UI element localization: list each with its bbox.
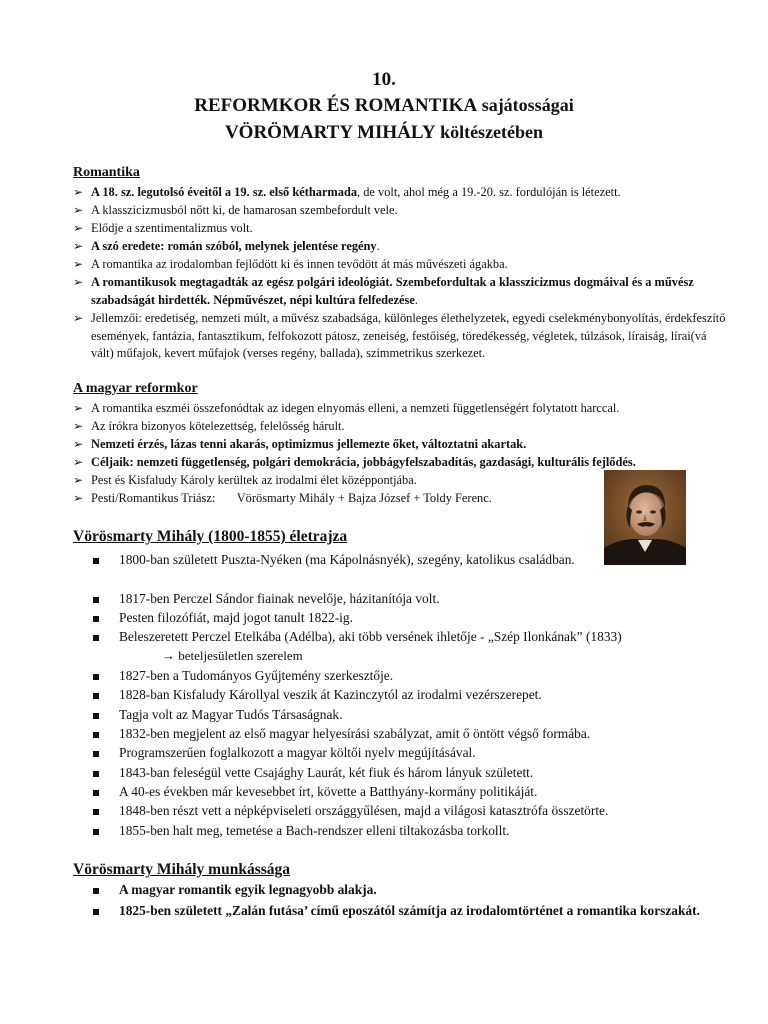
list-item bbox=[73, 184, 621, 202]
square-bullet-icon bbox=[93, 821, 105, 840]
square-bullet-icon bbox=[93, 724, 105, 743]
section-heading-eletrajz: Vörösmarty Mihály (1800-1855) életrajza bbox=[73, 528, 348, 545]
sub-note: → beteljesületlen szerelem bbox=[162, 648, 303, 663]
list-item bbox=[93, 782, 537, 801]
square-bullet-icon bbox=[93, 782, 105, 801]
list-item bbox=[73, 436, 526, 454]
square-bullet-icon bbox=[93, 666, 105, 685]
title-line-3 bbox=[0, 120, 768, 145]
square-bullet-icon bbox=[93, 763, 105, 782]
square-bullet-icon bbox=[93, 685, 105, 704]
list-item-text: 1825-ben született „Zalán futása’ című eposzától számítja az irodalomtörténet a romantika korszakát. bbox=[119, 903, 700, 918]
list-item bbox=[73, 274, 731, 309]
list-item-text: Jellemzői: eredetiség, nemzeti múlt, a művész szabadsága, különleges élethelyzetek, egyedi cselekménybonyolítás, érdekfeszítő események, fantázia, fantasztikum, felfokozott pátosz, zeneiség, festőiség, töredékesség, végletek, túlzások, líraiság, lírai(vá vált) műfajok, kevert műfajok (verses regény, ballada), szimmetrikus szerkezet. bbox=[91, 311, 726, 360]
arrow-bullet-icon: ➢ bbox=[73, 455, 84, 469]
list-item bbox=[73, 256, 508, 274]
list-item bbox=[73, 400, 619, 418]
list-item-text: 1855-ben halt meg, temetése a Bach-rendszer elleni tiltakozásba torkollt. bbox=[119, 823, 510, 838]
list-item-text: Pest és Kisfaludy Károly kerültek az irodalmi élet középpontjába. bbox=[91, 473, 417, 487]
square-bullet-icon bbox=[93, 550, 105, 569]
list-item-bold: A 18. sz. legutolsó éveitől a 19. sz. első kétharmada bbox=[91, 185, 358, 199]
list-item bbox=[93, 627, 622, 646]
list-item-text: 1828-ban Kisfaludy Károllyal veszik át Kazinczytól az irodalmi vezérszerepet. bbox=[119, 687, 542, 702]
arrow-bullet-icon: ➢ bbox=[73, 275, 84, 289]
list-item-text: 1800-ban született Puszta-Nyéken (ma Kápolnásnyék), szegény, katolikus családban. bbox=[119, 552, 575, 567]
list-item bbox=[73, 238, 380, 256]
list-item bbox=[93, 763, 533, 782]
section-heading-romantika: Romantika bbox=[73, 165, 140, 180]
list-item bbox=[93, 705, 342, 724]
arrow-bullet-icon: ➢ bbox=[73, 239, 84, 253]
list-item bbox=[93, 724, 590, 743]
list-item bbox=[93, 666, 393, 685]
arrow-bullet-icon: ➢ bbox=[73, 311, 84, 325]
arrow-bullet-icon: ➢ bbox=[73, 401, 84, 415]
square-bullet-icon bbox=[93, 880, 105, 899]
list-item-bold: A szó eredete: román szóból, melynek jelentése regény bbox=[91, 239, 377, 253]
list-item bbox=[93, 880, 377, 899]
list-item-text: Programszerűen foglalkozott a magyar költői nyelv megújításával. bbox=[119, 745, 476, 760]
arrow-bullet-icon: ➢ bbox=[73, 437, 84, 451]
title-line-3-bold: VÖRÖMARTY MIHÁLY bbox=[224, 122, 436, 143]
list-item bbox=[73, 202, 398, 220]
list-item-bold: Nemzeti érzés, lázas tenni akarás, optimizmus jellemezte őket, változtatni akartak. bbox=[91, 437, 527, 451]
arrow-bullet-icon: ➢ bbox=[73, 419, 84, 433]
list-item-text: Pesten filozófiát, majd jogot tanult 1822-ig. bbox=[119, 610, 353, 625]
list-item-text: Tagja volt az Magyar Tudós Társaságnak. bbox=[119, 707, 343, 722]
list-item-bold: A romantikusok megtagadták az egész polgári ideológiát. Szembefordultak a klasszicizmus dogmáival és a művész szabadságát hirdették. Népművészet, népi kultúra felfedezése bbox=[91, 275, 694, 307]
list-item bbox=[73, 454, 636, 472]
list-item bbox=[73, 220, 253, 238]
chapter-number: 10. bbox=[372, 69, 396, 90]
list-item-text: 1832-ben megjelent az első magyar helyesírási szabályzat, amit ő öntött végső formába. bbox=[119, 726, 591, 741]
list-item-text: Pesti/Romantikus Triász: Vörösmarty Mihály + Bajza József + Toldy Ferenc. bbox=[91, 491, 492, 505]
section-heading-reformkor: A magyar reformkor bbox=[73, 381, 198, 396]
list-item-text: . bbox=[414, 292, 418, 307]
square-bullet-icon bbox=[93, 608, 105, 627]
list-item bbox=[93, 608, 353, 627]
arrow-bullet-icon: ➢ bbox=[73, 203, 84, 217]
list-item bbox=[93, 685, 542, 704]
arrow-bullet-icon: ➢ bbox=[73, 491, 84, 505]
arrow-bullet-icon: ➢ bbox=[73, 221, 84, 235]
list-item bbox=[93, 589, 440, 608]
list-item bbox=[73, 310, 731, 363]
list-item-text: A romantika az irodalomban fejlődött ki és innen tevődött át más művészeti ágakba. bbox=[91, 257, 508, 271]
list-item bbox=[93, 550, 589, 569]
list-item bbox=[93, 801, 608, 820]
square-bullet-icon bbox=[93, 589, 105, 608]
list-item-text: 1843-ban feleségül vette Csajághy Laurát, két fiuk és három lányuk született. bbox=[119, 765, 534, 780]
portrait-vorosmarty-icon bbox=[604, 470, 686, 565]
list-item-text: A 40-es években már kevesebbet írt, követte a Batthyány-kormány politikáját. bbox=[119, 784, 538, 799]
section-heading-munkassag: Vörösmarty Mihály munkássága bbox=[73, 861, 291, 878]
list-item-text: A romantika eszméi összefonódtak az idegen elnyomás elleni, a nemzeti függetlenségért folytatott harccal. bbox=[91, 401, 620, 415]
title-line-2-bold: REFORMKOR ÉS ROMANTIKA bbox=[194, 95, 478, 116]
list-item-text: Az írókra bizonyos kötelezettség, felelősség hárult. bbox=[91, 419, 345, 433]
list-item-text: , de volt, ahol még a 19.-20. sz. fordulóján is létezett. bbox=[357, 185, 621, 199]
list-item-text: . bbox=[376, 239, 380, 253]
list-item bbox=[93, 743, 476, 762]
list-item-text: A klasszicizmusból nőtt ki, de hamarosan szembefordult vele. bbox=[91, 203, 398, 217]
title-line-2 bbox=[0, 93, 768, 118]
square-bullet-icon bbox=[93, 705, 105, 724]
square-bullet-icon bbox=[93, 801, 105, 820]
list-item-text: 1817-ben Perczel Sándor fiainak nevelője, házitanítója volt. bbox=[119, 591, 440, 606]
list-item bbox=[73, 472, 417, 490]
list-item-text: Beleszeretett Perczel Etelkába (Adélba), aki több versének ihletője - „Szép Ilonkának” (1833) bbox=[119, 629, 622, 644]
square-bullet-icon bbox=[93, 901, 105, 920]
list-item-text: Elődje a szentimentalizmus volt. bbox=[91, 221, 253, 235]
list-item-text: 1848-ben részt vett a népképviseleti országgyűlésen, majd a világosi katasztrófa összetörte. bbox=[119, 803, 609, 818]
list-item-text: A magyar romantik egyik legnagyobb alakja. bbox=[119, 882, 377, 897]
arrow-bullet-icon: ➢ bbox=[73, 185, 84, 199]
square-bullet-icon bbox=[93, 743, 105, 762]
list-item bbox=[73, 418, 345, 436]
title-line-2-rest: sajátosságai bbox=[477, 95, 574, 115]
arrow-bullet-icon: ➢ bbox=[73, 257, 84, 271]
arrow-bullet-icon: ➢ bbox=[73, 473, 84, 487]
list-item bbox=[73, 490, 492, 508]
list-item bbox=[93, 821, 509, 840]
portrait-vorosmarty-image bbox=[604, 470, 686, 565]
list-item-bold: Céljaik: nemzeti függetlenség, polgári demokrácia, jobbágyfelszabadítás, gazdasági, kulturális fejlődés. bbox=[91, 455, 636, 469]
list-item bbox=[93, 901, 729, 920]
title-line-3-rest: költészetében bbox=[435, 122, 544, 142]
list-item-text: 1827-ben a Tudományos Gyűjtemény szerkesztője. bbox=[119, 668, 394, 683]
square-bullet-icon bbox=[93, 627, 105, 646]
